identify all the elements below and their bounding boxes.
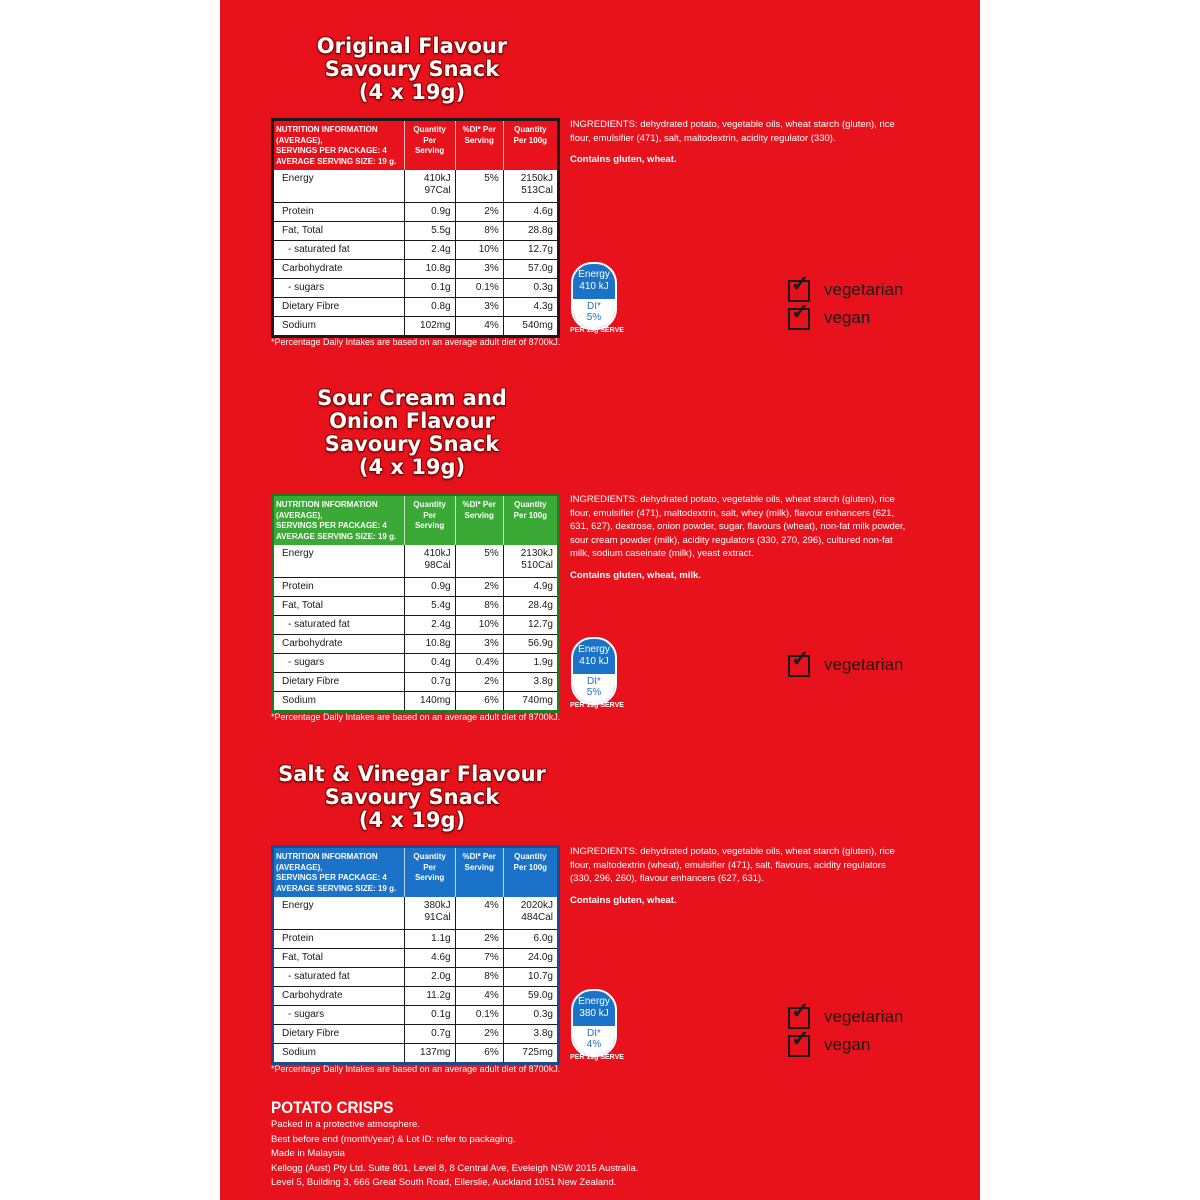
di-percent-value: 5% — [586, 687, 602, 698]
title-line: Savoury Snack — [324, 785, 500, 809]
nip-header-di-line: %DI* Per — [462, 852, 496, 861]
nutrient-per100: 725mg — [503, 1044, 557, 1063]
di-percent-block — [573, 299, 615, 328]
title-line: Salt & Vinegar Flavour — [278, 762, 546, 786]
nutrient-per100: 56.9g — [503, 635, 557, 654]
nutrient-row — [274, 654, 557, 673]
nutrient-per100-line: 2130kJ — [520, 548, 553, 559]
info-line: Level 5, Building 3, 666 Great South Road, Ellerslie, Auckland 1051 New Zealand. — [271, 1177, 617, 1188]
nip-header-per-100g-line: Per 100g — [513, 510, 548, 520]
nutrient-label: Carbohydrate — [274, 260, 404, 279]
nutrient-label: - sugars — [274, 1006, 404, 1025]
nip-header-per-100g — [503, 496, 557, 545]
checkmark-icon: ✓ — [791, 1026, 810, 1051]
nutrient-row — [274, 968, 557, 987]
di-energy-value: 410 kJ — [579, 281, 609, 292]
nutrient-label: Energy — [274, 897, 404, 930]
diet-badge-label: vegetarian — [824, 655, 904, 674]
di-energy-label: Energy — [578, 996, 610, 1007]
nutrient-row — [274, 673, 557, 692]
di-energy-value: 410 kJ — [579, 656, 609, 667]
di-percent-value: 4% — [586, 1039, 602, 1050]
di-label: DI* — [587, 301, 601, 312]
nutrient-serving: 0.7g — [404, 673, 455, 692]
energy-di-badge — [571, 989, 617, 1057]
nutrient-serving: 11.2g — [404, 987, 455, 1006]
nutrition-table — [271, 493, 560, 713]
nutrient-serving: 5.4g — [404, 597, 455, 616]
nutrient-serving-line: 91Cal — [424, 912, 451, 923]
nip-header-di — [455, 848, 503, 897]
di-label: DI* — [587, 1028, 601, 1039]
nutrient-di: 2% — [455, 578, 503, 597]
diet-badge-label: vegan — [824, 1035, 871, 1054]
nutrient-di: 4% — [455, 897, 503, 930]
nutrient-serving-line: 97Cal — [424, 185, 451, 196]
nutrient-row — [274, 260, 557, 279]
di-percent-block — [573, 674, 615, 703]
nutrient-label: Carbohydrate — [274, 987, 404, 1006]
nutrition-grid — [274, 496, 557, 710]
nip-header-di-line: Serving — [464, 862, 494, 872]
nip-header-per-serving-line: Per — [423, 135, 437, 145]
info-line: Kellogg (Aust) Pty Ltd. Suite 801, Level 8, 8 Central Ave, Eveleigh NSW 2015 Australia. — [271, 1162, 639, 1174]
nutrient-serving: 0.1g — [404, 279, 455, 298]
nutrient-serving: 140mg — [404, 692, 455, 711]
nutrient-serving: 5.5g — [404, 222, 455, 241]
nutrient-di: 0.1% — [455, 279, 503, 298]
nutrient-serving: 0.7g — [404, 1025, 455, 1044]
nutrition-table — [271, 845, 560, 1065]
nutrient-per100: 59.0g — [503, 987, 557, 1006]
nutrient-label: - sugars — [274, 279, 404, 298]
diet-badge-label: vegan — [824, 308, 871, 327]
title-line: (4 x 19g) — [358, 808, 466, 832]
allergen-statement: Contains gluten, wheat, milk. — [570, 570, 701, 581]
nutrient-label: Carbohydrate — [274, 635, 404, 654]
nutrient-label: Protein — [274, 578, 404, 597]
nutrient-di: 10% — [455, 241, 503, 260]
nutrient-per100: 0.3g — [503, 1006, 557, 1025]
nutrient-serving: 10.8g — [404, 635, 455, 654]
nip-header-per-serving-line: Serving — [414, 873, 445, 882]
nutrient-per100: 4.6g — [503, 203, 557, 222]
nutrient-label: Energy — [274, 170, 404, 203]
di-energy-label: Energy — [578, 269, 610, 280]
di-energy-block — [573, 264, 615, 293]
nutrient-serving: 2.4g — [404, 616, 455, 635]
nutrient-per100-line: 484Cal — [521, 912, 553, 923]
checkmark-icon: ✓ — [791, 271, 810, 296]
title-line: (4 x 19g) — [358, 455, 466, 479]
nutrient-per100: 3.8g — [503, 673, 557, 692]
nip-header-per-serving-line: Serving — [414, 521, 445, 530]
nip-header-per-serving-line: Quantity — [413, 500, 446, 509]
nutrient-row — [274, 241, 557, 260]
title-line: (4 x 19g) — [358, 80, 466, 104]
nutrient-label: - saturated fat — [274, 241, 404, 260]
nutrition-table — [271, 118, 560, 338]
di-percent-block — [573, 1026, 615, 1055]
nutrient-per100: 1.9g — [503, 654, 557, 673]
nutrient-serving — [404, 897, 455, 930]
nutrition-grid — [274, 848, 557, 1062]
nutrient-row — [274, 635, 557, 654]
nip-header-info — [274, 496, 404, 545]
nutrient-per100: 4.3g — [503, 298, 557, 317]
nutrient-per100: 3.8g — [503, 1025, 557, 1044]
nutrient-row — [274, 203, 557, 222]
nip-header-di-line: Serving — [464, 135, 494, 145]
nutrient-serving: 0.4g — [404, 654, 455, 673]
nutrient-di: 3% — [455, 298, 503, 317]
product-title — [272, 763, 552, 832]
ingredients-text: INGREDIENTS: dehydrated potato, vegetable oils, wheat starch (gluten), rice flour, maltodextrin (wheat), emulsifier (471), salt, flavours, acidity regulators (330, 296, 260), flavour enhancers (627, 631). — [570, 846, 895, 884]
nutrient-label: - saturated fat — [274, 968, 404, 987]
di-footnote: *Percentage Daily Intakes are based on an average adult diet of 8700kJ. — [271, 1064, 561, 1074]
nutrient-row — [274, 897, 557, 930]
nutrient-di: 2% — [455, 203, 503, 222]
nutrient-di: 5% — [455, 545, 503, 578]
diet-badge-label: vegetarian — [824, 1007, 904, 1026]
nip-header-info — [274, 121, 404, 170]
nutrient-serving: 2.0g — [404, 968, 455, 987]
nutrient-label: Dietary Fibre — [274, 673, 404, 692]
di-footnote: *Percentage Daily Intakes are based on an average adult diet of 8700kJ. — [271, 712, 561, 722]
nutrient-per100: 24.0g — [503, 949, 557, 968]
nutrient-per100: 6.0g — [503, 930, 557, 949]
nutrient-row — [274, 949, 557, 968]
nutrient-row — [274, 298, 557, 317]
nutrient-label: Dietary Fibre — [274, 298, 404, 317]
nip-header-di-line: %DI* Per — [462, 500, 496, 509]
per-serve-caption: PER 19g SERVE — [570, 327, 624, 334]
energy-di-badge — [571, 262, 617, 330]
nutrient-per100-line: 2020kJ — [520, 900, 553, 911]
per-serve-caption: PER 19g SERVE — [570, 1054, 624, 1061]
info-line: Best before end (month/year) & Lot ID: refer to packaging. — [271, 1133, 516, 1145]
nip-header-per-100g — [503, 848, 557, 897]
nutrient-serving-line: 98Cal — [424, 560, 451, 571]
nutrient-di: 6% — [455, 692, 503, 711]
nutrient-label: Protein — [274, 203, 404, 222]
info-line: Packed in a protective atmosphere. — [271, 1119, 420, 1130]
nutrient-serving — [404, 170, 455, 203]
potato-crisps-info — [271, 1098, 638, 1191]
di-energy-label: Energy — [578, 644, 610, 655]
nutrient-di: 0.4% — [455, 654, 503, 673]
nutrient-row — [274, 987, 557, 1006]
nutrient-di: 10% — [455, 616, 503, 635]
energy-di-badge — [571, 637, 617, 705]
title-line: Onion Flavour — [329, 409, 495, 433]
nutrient-di: 3% — [455, 635, 503, 654]
nutrient-per100: 740mg — [503, 692, 557, 711]
di-energy-block — [573, 991, 615, 1020]
product-title — [272, 35, 552, 104]
nutrient-di: 4% — [455, 987, 503, 1006]
nutrient-di: 2% — [455, 1025, 503, 1044]
nip-header-info-line: AVERAGE SERVING SIZE: 19 g. — [276, 156, 397, 166]
nutrient-di: 2% — [455, 930, 503, 949]
diet-badge-label: vegetarian — [824, 280, 904, 299]
nutrient-row — [274, 1006, 557, 1025]
nutrient-per100: 10.7g — [503, 968, 557, 987]
nutrient-serving: 0.1g — [404, 1006, 455, 1025]
checkmark-icon: ✓ — [791, 299, 810, 324]
nutrient-serving — [404, 545, 455, 578]
nutrient-serving: 4.6g — [404, 949, 455, 968]
title-line: Original Flavour — [316, 34, 508, 58]
nutrient-serving: 137mg — [404, 1044, 455, 1063]
nutrition-grid — [274, 121, 557, 335]
nutrient-row — [274, 170, 557, 203]
nutrient-per100: 4.9g — [503, 578, 557, 597]
checkmark-icon: ✓ — [791, 646, 810, 671]
nip-header-info — [274, 848, 404, 897]
nutrient-per100-line: 2150kJ — [520, 173, 553, 184]
nutrient-di: 6% — [455, 1044, 503, 1063]
nutrient-label: Fat, Total — [274, 222, 404, 241]
nutrient-di: 4% — [455, 317, 503, 336]
nip-header-di-line: Serving — [464, 510, 494, 520]
ingredients-text: INGREDIENTS: dehydrated potato, vegetable oils, wheat starch (gluten), rice flour, emulsifier (471), salt, maltodextrin, acidity regulator (330). — [570, 119, 895, 144]
nutrient-per100 — [503, 545, 557, 578]
nutrient-row — [274, 597, 557, 616]
nutrient-di: 8% — [455, 968, 503, 987]
nip-header-per-serving-line: Per — [423, 510, 437, 520]
nutrient-row — [274, 692, 557, 711]
nip-header-per-serving-line: Serving — [414, 146, 445, 155]
nutrient-per100: 0.3g — [503, 279, 557, 298]
title-line: Savoury Snack — [324, 432, 500, 456]
nutrient-serving: 0.9g — [404, 578, 455, 597]
nutrient-per100-line: 510Cal — [521, 560, 553, 571]
nutrient-row — [274, 317, 557, 336]
nutrient-per100: 28.4g — [503, 597, 557, 616]
nutrient-di: 3% — [455, 260, 503, 279]
nip-header-info-line: AVERAGE SERVING SIZE: 19 g. — [276, 883, 397, 893]
nutrient-label: - sugars — [274, 654, 404, 673]
nutrient-serving: 102mg — [404, 317, 455, 336]
nutrient-per100-line: 513Cal — [521, 185, 553, 196]
nutrient-per100 — [503, 897, 557, 930]
nutrient-row — [274, 279, 557, 298]
allergen-statement: Contains gluten, wheat. — [570, 895, 677, 906]
nip-header-per-serving-line: Per — [423, 862, 437, 872]
nutrient-row — [274, 222, 557, 241]
nutrient-label: Fat, Total — [274, 597, 404, 616]
nip-header-info-line: NUTRITION INFORMATION (AVERAGE), — [276, 852, 378, 872]
di-energy-block — [573, 639, 615, 668]
allergen-statement: Contains gluten, wheat. — [570, 154, 677, 165]
nutrient-label: - saturated fat — [274, 616, 404, 635]
nutrient-per100: 28.8g — [503, 222, 557, 241]
nip-header-per-100g — [503, 121, 557, 170]
nutrient-row — [274, 1044, 557, 1063]
nip-header-info-line: SERVINGS PER PACKAGE: 4 — [276, 521, 387, 530]
nutrient-serving: 0.8g — [404, 298, 455, 317]
nutrient-row — [274, 616, 557, 635]
nutrient-per100 — [503, 170, 557, 203]
nutrient-per100: 57.0g — [503, 260, 557, 279]
nutrient-label: Fat, Total — [274, 949, 404, 968]
di-footnote: *Percentage Daily Intakes are based on an average adult diet of 8700kJ. — [271, 337, 561, 347]
per-serve-caption: PER 19g SERVE — [570, 702, 624, 709]
nutrient-serving: 10.8g — [404, 260, 455, 279]
nutrient-label: Protein — [274, 930, 404, 949]
nutrient-serving: 0.9g — [404, 203, 455, 222]
nip-header-per-serving-line: Quantity — [413, 852, 446, 861]
nip-header-per-serving — [404, 121, 455, 170]
nutrient-serving-line: 410kJ — [423, 173, 451, 184]
nutrient-per100: 12.7g — [503, 616, 557, 635]
nip-header-di — [455, 121, 503, 170]
nutrient-row — [274, 545, 557, 578]
nutrient-row — [274, 930, 557, 949]
nutrient-per100: 540mg — [503, 317, 557, 336]
nip-header-per-100g-line: Quantity — [514, 125, 547, 134]
nutrient-serving: 1.1g — [404, 930, 455, 949]
nip-header-per-100g-line: Quantity — [514, 500, 547, 509]
product-title — [272, 387, 552, 479]
nutrient-di: 7% — [455, 949, 503, 968]
di-energy-value: 380 kJ — [579, 1008, 609, 1019]
nip-header-info-line: SERVINGS PER PACKAGE: 4 — [276, 873, 387, 882]
title-line: Savoury Snack — [324, 57, 500, 81]
nutrient-per100: 12.7g — [503, 241, 557, 260]
nip-header-per-100g-line: Per 100g — [513, 135, 548, 145]
nutrient-serving-line: 410kJ — [423, 548, 451, 559]
ingredients-text: INGREDIENTS: dehydrated potato, vegetable oils, wheat starch (gluten), rice flour, emulsifier (471), maltodextrin, salt, whey (milk), flavour enhancers (621, 631, 627), dextrose, onion powder, sugar, flavours (wheat), non-fat milk powder, sour cream powder (milk), acidity regulators (330, 270, 296), cultured non-fat milk, sodium caseinate (milk), yeast extract. — [570, 494, 906, 559]
nip-header-info-line: NUTRITION INFORMATION (AVERAGE), — [276, 125, 378, 145]
nutrient-di: 0.1% — [455, 1006, 503, 1025]
info-line: Made in Malaysia — [271, 1148, 345, 1159]
checkmark-icon: ✓ — [791, 998, 810, 1023]
nutrient-serving-line: 380kJ — [423, 900, 451, 911]
nip-header-per-serving-line: Quantity — [413, 125, 446, 134]
nutrient-label: Sodium — [274, 1044, 404, 1063]
nutrient-label: Sodium — [274, 692, 404, 711]
nip-header-info-line: NUTRITION INFORMATION (AVERAGE), — [276, 500, 378, 520]
di-percent-value: 5% — [586, 312, 602, 323]
title-line: Sour Cream and — [317, 386, 507, 410]
nip-header-di — [455, 496, 503, 545]
nutrient-di: 8% — [455, 597, 503, 616]
potato-crisps-heading: POTATO CRISPS — [271, 1098, 394, 1117]
nutrient-di: 5% — [455, 170, 503, 203]
nip-header-per-100g-line: Per 100g — [513, 862, 548, 872]
nip-header-per-serving — [404, 848, 455, 897]
nip-header-per-serving — [404, 496, 455, 545]
nutrient-row — [274, 1025, 557, 1044]
nip-header-di-line: %DI* Per — [462, 125, 496, 134]
nutrient-label: Dietary Fibre — [274, 1025, 404, 1044]
nutrient-row — [274, 578, 557, 597]
nutrient-di: 8% — [455, 222, 503, 241]
nutrient-di: 2% — [455, 673, 503, 692]
nutrient-label: Sodium — [274, 317, 404, 336]
nip-header-info-line: SERVINGS PER PACKAGE: 4 — [276, 146, 387, 155]
nip-header-per-100g-line: Quantity — [514, 852, 547, 861]
di-label: DI* — [587, 676, 601, 687]
label-panel — [220, 0, 980, 1200]
nip-header-info-line: AVERAGE SERVING SIZE: 19 g. — [276, 531, 397, 541]
nutrient-label: Energy — [274, 545, 404, 578]
nutrient-serving: 2.4g — [404, 241, 455, 260]
